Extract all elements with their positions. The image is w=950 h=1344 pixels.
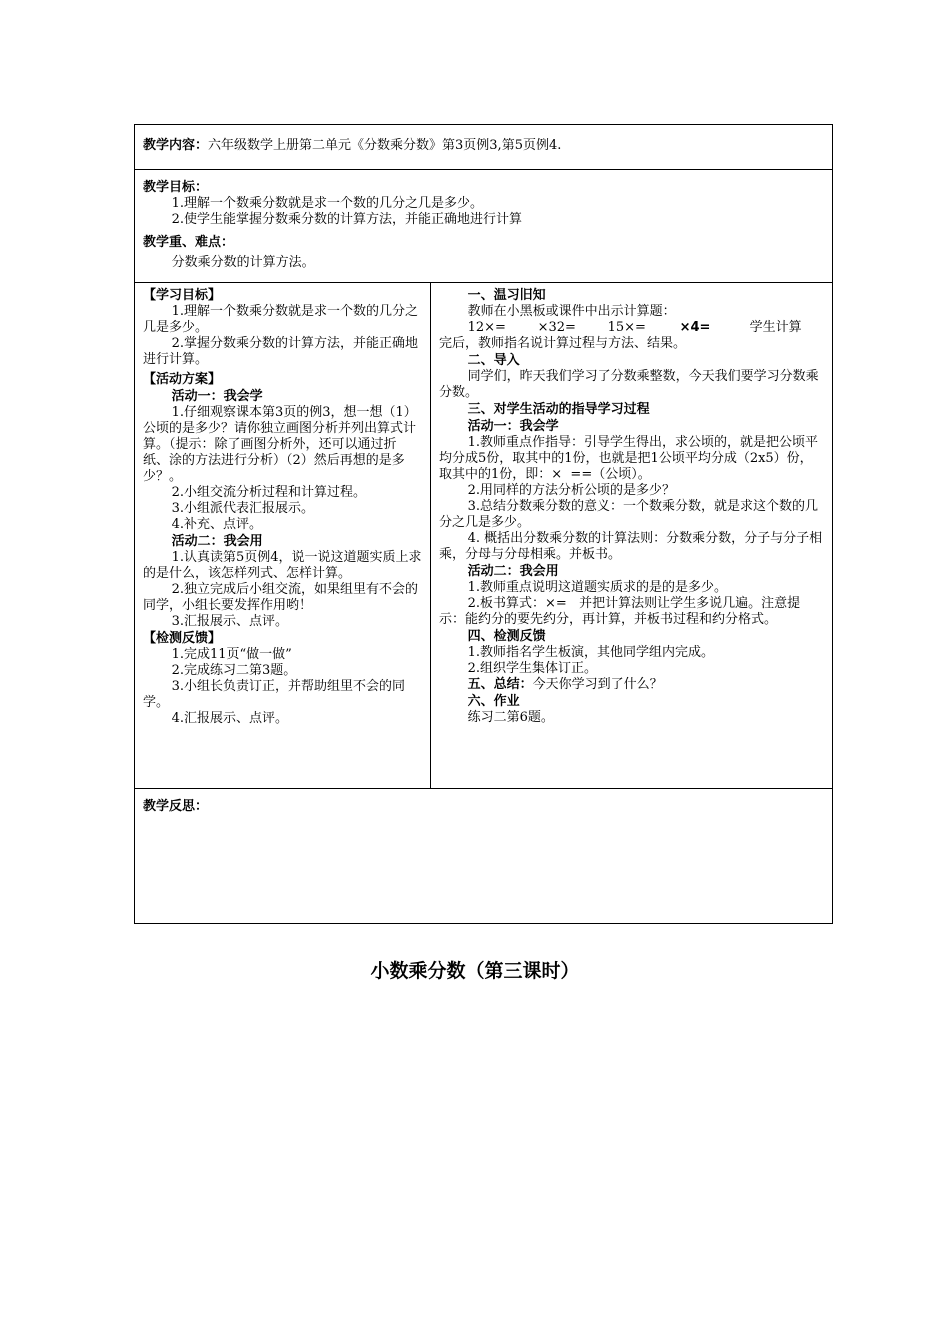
goals-label: 教学目标：: [143, 180, 209, 195]
calc-item: 12×=: [467, 320, 506, 335]
activity2-item: 2.独立完成后小组交流，如果组里有不会的同学，小组长要发挥作用哟！: [143, 582, 418, 613]
goal-item: 1.理解一个数乘分数就是求一个数的几分之几是多少。: [171, 196, 483, 211]
activity2-guide-item: 1.教师重点说明这道题实质求的是的是多少。: [467, 580, 727, 595]
feedback-title: 【检测反馈】: [143, 631, 222, 646]
activity2-title: 活动二：我会用: [171, 534, 263, 549]
keypoints-text: 分数乘分数的计算方法。: [171, 255, 315, 270]
activity2-item: 3.汇报展示、点评。: [171, 614, 288, 629]
activity1-guide-item: 1.教师重点作指导：引导学生得出，求公顷的，就是把公顷平均分成5份，取其中的1份，也就是把1公顷平均分成（2x5）份，取其中的1份，即：× ==（公顷）。: [439, 435, 818, 482]
feedback-item: 1.完成11页“做一做”: [171, 647, 292, 662]
activity1-guide-item: 3.总结分数乘分数的意义：一个数乘分数，就是求这个数的几分之几是多少。: [439, 499, 818, 530]
activity1-guide-title: 活动一：我会学: [467, 419, 559, 434]
study-goal-item: 2.掌握分数乘分数的计算方法，并能正确地进行计算。: [143, 336, 418, 367]
activity1-guide-item: 4. 概括出分数乘分数的计算法则：分数乘分数，分子与分子相乘，分母与分母相乘。并板书。: [439, 531, 823, 562]
lesson-plan-sheet: [134, 124, 832, 924]
lesson-plan-table: [134, 124, 833, 924]
section3-title: 三、对学生活动的指导学习过程: [467, 402, 650, 417]
section5-title: 五、总结：: [467, 677, 533, 692]
section4-title: 四、检测反馈: [467, 629, 546, 644]
section6-text: 练习二第6题。: [467, 710, 554, 725]
study-goals-title: 【学习目标】: [143, 288, 222, 303]
activity2-guide-item: 2.板书算式：×= 并把计算法则让学生多说几遍。注意提示：能约分的要先约分，再计算，并板书过程和约分格式。: [439, 596, 801, 627]
content-text: 六年级数学上册第二单元《分数乘分数》第3页例3,第5页例4.: [208, 138, 562, 153]
content-cell: [135, 125, 833, 170]
section2-title: 二、导入: [467, 353, 520, 368]
student-column: [135, 283, 431, 789]
content-label: 教学内容：: [143, 138, 209, 153]
feedback-item: 3.小组长负责订正，并帮助组里不会的同学。: [143, 679, 405, 710]
section1-title: 一、温习旧知: [467, 288, 546, 303]
calc-item: ×4=: [679, 320, 711, 335]
section1-line: 教师在小黑板或课件中出示计算题：: [467, 304, 676, 319]
activity2-item: 1.认真读第5页例4，说一说这道题实质上求的是什么，该怎样列式、怎样计算。: [143, 550, 422, 581]
section6-title: 六、作业: [467, 694, 520, 709]
calc-item: ×32=: [537, 320, 576, 335]
section5-text: 今天你学习到了什么？: [532, 677, 663, 692]
activities-row: [135, 283, 833, 789]
goals-cell: [135, 170, 833, 283]
calc-item: 15×=: [607, 320, 646, 335]
section4-item: 1.教师指名学生板演，其他同学组内完成。: [467, 645, 714, 660]
keypoints-label: 教学重、难点：: [143, 235, 235, 250]
reflection-cell: [135, 789, 833, 924]
goals-row: [135, 170, 833, 283]
activity1-item: 3.小组派代表汇报展示。: [171, 501, 314, 516]
calc-item: 学生计算: [749, 320, 802, 335]
content-row: [135, 125, 833, 170]
activity1-item: 1.仔细观察课本第3页的例3，想一想（1）公顷的是多少？请你独立画图分析并列出算式计算。（提示：除了画图分析外，还可以通过折纸、涂的方法进行分析）（2）然后再想的是多少？。: [143, 405, 417, 484]
feedback-item: 2.完成练习二第3题。: [171, 663, 297, 678]
plan-title: 【活动方案】: [143, 372, 222, 387]
activity2-guide-title: 活动二：我会用: [467, 564, 559, 579]
study-goal-item: 1.理解一个数乘分数就是求一个数的几分之几是多少。: [143, 304, 418, 335]
activity1-item: 4.补充、点评。: [171, 517, 262, 532]
section4-item: 2.组织学生集体订正。: [467, 661, 597, 676]
activity1-guide-item: 2.用同样的方法分析公顷的是多少？: [467, 483, 675, 498]
goal-item: 2.使学生能掌握分数乘分数的计算方法，并能正确地进行计算: [171, 212, 522, 227]
activity1-item: 2.小组交流分析过程和计算过程。: [171, 485, 366, 500]
feedback-item: 4.汇报展示、点评。: [171, 711, 288, 726]
teacher-column: [431, 283, 833, 789]
activity1-title: 活动一：我会学: [171, 389, 263, 404]
reflection-row: [135, 789, 833, 924]
warmup-calculations: [439, 320, 824, 336]
section1-continued: 完后，教师指名说计算过程与方法、结果。: [439, 336, 687, 351]
section2-text: 同学们，昨天我们学习了分数乘整数，今天我们要学习分数乘分数。: [439, 369, 819, 400]
reflection-label: 教学反思：: [143, 799, 209, 814]
lesson-title: 小数乘分数（第三课时）: [370, 960, 580, 982]
